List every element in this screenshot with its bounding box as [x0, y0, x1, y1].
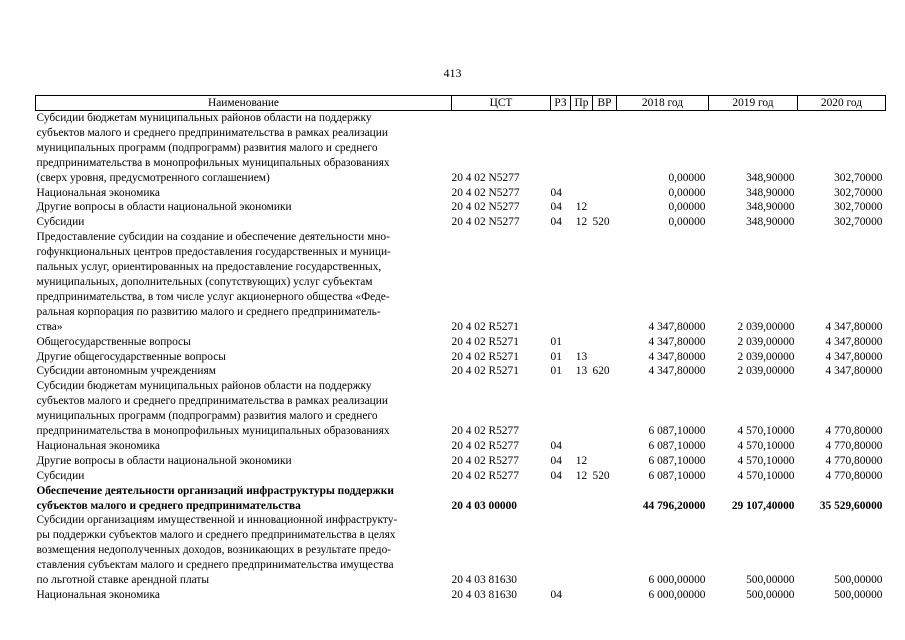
- row-vr: [593, 454, 617, 469]
- row-2018: 6 087,10000: [648, 454, 706, 467]
- row-vr: [593, 350, 617, 365]
- row-2019: 4 570,10000: [737, 469, 795, 482]
- header-2019: 2019 год: [709, 96, 798, 111]
- row-name-line: Обеспечение деятельности организаций инфраструктуры поддержки: [36, 484, 394, 497]
- row-pr: 12: [575, 469, 588, 482]
- table-row: [36, 111, 886, 186]
- row-2019: 4 570,10000: [737, 425, 795, 438]
- row-name: [36, 379, 452, 439]
- row-rz: 01: [550, 365, 562, 378]
- row-pr: [571, 186, 593, 201]
- row-name: [36, 350, 452, 365]
- row-pr: [571, 111, 593, 186]
- row-2019: 2 039,00000: [737, 335, 795, 348]
- row-rz: [551, 230, 571, 334]
- row-name-line: субъектов малого и среднего предпринимательства в рамках реализации: [36, 395, 388, 408]
- row-2018: 6 000,00000: [648, 589, 706, 601]
- row-rz: 04: [550, 469, 562, 482]
- row-2020: 4 770,80000: [825, 425, 883, 438]
- row-2019: 29 107,40000: [731, 499, 795, 512]
- row-pr: 12: [575, 454, 588, 467]
- row-vr: [593, 588, 617, 603]
- table-row: [36, 200, 886, 215]
- row-name-line: Национальная экономика: [36, 439, 160, 452]
- row-pr: 13: [575, 365, 588, 378]
- header-pr: Пр: [571, 96, 593, 111]
- row-pr: [571, 230, 593, 334]
- row-2020: 500,00000: [834, 589, 883, 601]
- row-name: [36, 215, 452, 230]
- row-vr: 620: [592, 365, 610, 378]
- row-2018: 4 347,80000: [648, 350, 706, 363]
- row-name-line: Другие вопросы в области национальной экономики: [36, 454, 292, 467]
- row-2018: 6 000,00000: [648, 574, 706, 587]
- table-row: [36, 350, 886, 365]
- row-name-line: ставления субъектам малого и среднего предпринимательства имущества: [36, 559, 394, 572]
- row-name: [36, 364, 452, 379]
- row-name: [36, 200, 452, 215]
- row-vr: [593, 484, 617, 514]
- row-vr: [593, 200, 617, 215]
- header-cst: ЦСТ: [452, 96, 551, 111]
- row-cst: 20 4 02 R5271: [451, 320, 519, 333]
- row-name: [36, 230, 452, 334]
- row-rz: [551, 484, 571, 514]
- row-pr: [571, 484, 593, 514]
- row-2020: 4 347,80000: [825, 335, 883, 348]
- row-name: [36, 469, 452, 484]
- row-name: [36, 335, 452, 350]
- row-name-line: ры поддержки субъектов малого и среднего предпринимательства в целях: [36, 529, 396, 542]
- row-vr: [593, 513, 617, 588]
- row-name-line: Субсидии: [36, 216, 85, 229]
- row-name: [36, 513, 452, 588]
- table-row: [36, 186, 886, 201]
- row-2020: 4 347,80000: [825, 320, 883, 333]
- row-cst: 20 4 02 R5277: [451, 469, 519, 482]
- table-row: [36, 215, 886, 230]
- row-2018: 4 347,80000: [648, 320, 706, 333]
- row-name: [36, 454, 452, 469]
- row-vr: [593, 335, 617, 350]
- row-pr: 12: [575, 201, 588, 214]
- table-row: [36, 454, 886, 469]
- row-pr: 12: [575, 216, 588, 229]
- row-2019: 2 039,00000: [737, 365, 795, 378]
- row-2019: 348,90000: [746, 171, 795, 184]
- row-cst: 20 4 03 81630: [451, 589, 517, 601]
- row-name-line: субъектов малого и среднего предпринимательства: [36, 499, 301, 512]
- row-2018: 0,00000: [668, 186, 706, 199]
- row-name-line: Субсидии организациям имущественной и инновационной инфраструкту-: [36, 514, 398, 527]
- row-name-line: предпринимательства, в том числе услуг акционерного общества «Феде-: [36, 290, 390, 303]
- table-body: [36, 111, 886, 603]
- row-pr: [571, 379, 593, 439]
- row-name-line: предпринимательства в монопрофильных муниципальных образованиях: [36, 156, 390, 169]
- header-vr: ВР: [593, 96, 617, 111]
- row-cst: 20 4 02 R5277: [451, 454, 519, 467]
- row-2020: 4 770,80000: [825, 469, 883, 482]
- row-pr: [571, 439, 593, 454]
- row-2018: 0,00000: [668, 201, 706, 214]
- row-cst: 20 4 02 R5277: [451, 425, 519, 438]
- row-2020: 500,00000: [834, 574, 883, 587]
- row-2018: 6 087,10000: [648, 439, 706, 452]
- row-name-line: ства»: [36, 320, 63, 333]
- row-rz: 04: [550, 186, 562, 199]
- row-2018: 6 087,10000: [648, 425, 706, 438]
- row-pr: 13: [575, 350, 588, 363]
- budget-table: [35, 95, 886, 603]
- row-2019: 4 570,10000: [737, 454, 795, 467]
- row-vr: [593, 379, 617, 439]
- row-2019: 500,00000: [746, 574, 795, 587]
- page-number: 413: [443, 66, 462, 80]
- row-name-line: по льготной ставке арендной платы: [36, 574, 210, 587]
- row-cst: 20 4 03 81630: [451, 574, 517, 587]
- header-2020: 2020 год: [798, 96, 886, 111]
- row-vr: [593, 439, 617, 454]
- row-name-line: Национальная экономика: [36, 589, 160, 601]
- row-cst: 20 4 02 R5271: [451, 365, 519, 378]
- row-name-line: Общегосударственные вопросы: [36, 335, 191, 348]
- row-cst: 20 4 02 N5277: [451, 186, 520, 199]
- row-cst: 20 4 02 R5271: [451, 350, 519, 363]
- row-2018: 6 087,10000: [648, 469, 706, 482]
- row-vr: [593, 230, 617, 334]
- row-2020: 302,70000: [834, 171, 883, 184]
- row-name-line: Другие вопросы в области национальной экономики: [36, 201, 292, 214]
- row-rz: [551, 513, 571, 588]
- row-2018: 4 347,80000: [648, 365, 706, 378]
- table-row: [36, 230, 886, 334]
- row-pr: [571, 588, 593, 603]
- row-2020: 4 770,80000: [825, 454, 883, 467]
- budget-table-container: [35, 95, 885, 603]
- row-rz: 04: [550, 201, 562, 214]
- row-name-line: Предоставление субсидии на создание и обеспечение деятельности мно-: [36, 231, 390, 244]
- row-rz: [551, 379, 571, 439]
- row-name-line: Субсидии бюджетам муниципальных районов области на поддержку: [36, 112, 372, 124]
- row-2019: 4 570,10000: [737, 439, 795, 452]
- table-row: [36, 588, 886, 603]
- row-2019: 348,90000: [746, 216, 795, 229]
- row-cst: 20 4 02 N5277: [451, 216, 520, 229]
- row-name: [36, 186, 452, 201]
- row-name-line: пальных услуг, ориентированных на предоставление государственных,: [36, 261, 382, 274]
- row-cst: 20 4 02 N5277: [451, 171, 520, 184]
- row-2019: 500,00000: [746, 589, 795, 601]
- row-name-line: Субсидии: [36, 469, 85, 482]
- row-name-line: муниципальных программ (подпрограмм) развития малого и среднего: [36, 141, 378, 154]
- table-row: [36, 469, 886, 484]
- row-name: [36, 111, 452, 186]
- row-2018: 0,00000: [668, 216, 706, 229]
- row-name: [36, 484, 452, 514]
- row-2020: 4 770,80000: [825, 439, 883, 452]
- row-name-line: (сверх уровня, предусмотренного соглашением): [36, 171, 270, 184]
- row-name: [36, 588, 452, 603]
- row-name-line: гофункциональных центров предоставления государственных и муници-: [36, 246, 391, 259]
- row-2020: 302,70000: [834, 201, 883, 214]
- row-name-line: возмещения недополученных доходов, возникающих в результате предо-: [36, 544, 392, 557]
- row-rz: 04: [550, 216, 562, 229]
- row-name-line: муниципальных программ (подпрограмм) развития малого и среднего: [36, 410, 378, 423]
- row-2020: 302,70000: [834, 216, 883, 229]
- header-name: Наименование: [36, 96, 452, 111]
- row-cst: 20 4 02 R5277: [451, 439, 519, 452]
- row-name-line: предпринимательства в монопрофильных муниципальных образованиях: [36, 425, 390, 438]
- row-name: [36, 439, 452, 454]
- row-rz: 04: [550, 454, 562, 467]
- row-cst: 20 4 02 N5277: [451, 201, 520, 214]
- row-rz: 01: [550, 335, 562, 348]
- row-vr: [593, 111, 617, 186]
- row-rz: 04: [550, 589, 562, 601]
- table-row: [36, 439, 886, 454]
- row-name-line: ральная корпорация по развитию малого и среднего предприниматель-: [36, 305, 381, 318]
- row-2020: 4 347,80000: [825, 350, 883, 363]
- row-2019: 348,90000: [746, 201, 795, 214]
- row-pr: [571, 335, 593, 350]
- table-row: [36, 379, 886, 439]
- header-2018: 2018 год: [617, 96, 709, 111]
- table-row: [36, 484, 886, 514]
- row-name-line: Другие общегосударственные вопросы: [36, 350, 226, 363]
- row-cst: 20 4 02 R5271: [451, 335, 519, 348]
- row-vr: [593, 186, 617, 201]
- row-name-line: Субсидии автономным учреждениям: [36, 365, 216, 378]
- row-rz: 04: [550, 439, 562, 452]
- row-name-line: муниципальных, дополнительных (сопутствующих) услуг субъектам: [36, 275, 373, 288]
- row-2019: 348,90000: [746, 186, 795, 199]
- table-row: [36, 335, 886, 350]
- row-name-line: Субсидии бюджетам муниципальных районов области на поддержку: [36, 380, 372, 393]
- row-2018: 4 347,80000: [648, 335, 706, 348]
- table-header-row: [36, 96, 886, 111]
- row-2019: 2 039,00000: [737, 320, 795, 333]
- row-2018: 0,00000: [668, 171, 706, 184]
- row-name-line: субъектов малого и среднего предпринимательства в рамках реализации: [36, 126, 388, 139]
- row-cst: 20 4 03 00000: [451, 499, 517, 512]
- row-2018: 44 796,20000: [642, 499, 706, 512]
- row-2020: 4 347,80000: [825, 365, 883, 378]
- row-vr: 520: [592, 469, 610, 482]
- row-name-line: Национальная экономика: [36, 186, 160, 199]
- row-rz: [551, 111, 571, 186]
- header-rz: РЗ: [551, 96, 571, 111]
- row-2020: 35 529,60000: [819, 499, 883, 512]
- row-vr: 520: [592, 216, 610, 229]
- row-rz: 01: [550, 350, 562, 363]
- table-row: [36, 364, 886, 379]
- row-pr: [571, 513, 593, 588]
- table-row: [36, 513, 886, 588]
- row-2019: 2 039,00000: [737, 350, 795, 363]
- row-2020: 302,70000: [834, 186, 883, 199]
